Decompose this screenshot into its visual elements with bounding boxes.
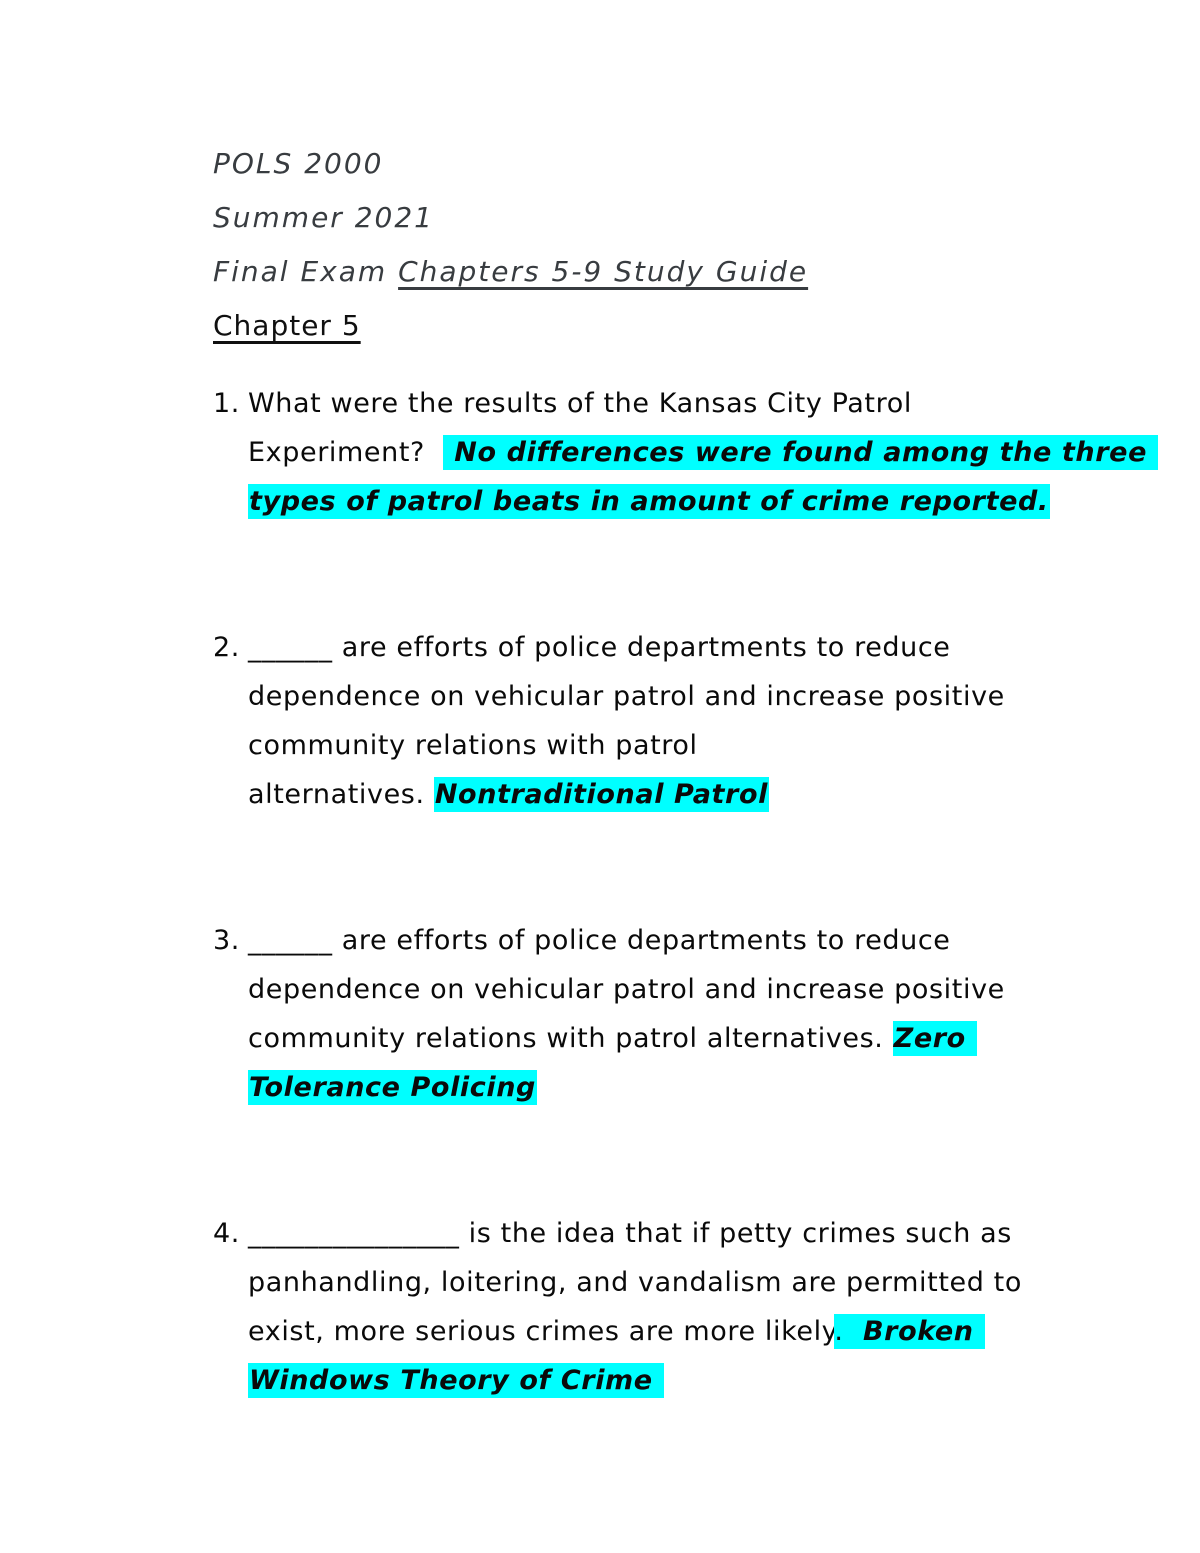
text-line [248, 1356, 1163, 1405]
term-title: Summer 2021 [213, 201, 434, 234]
questions-list [213, 379, 1163, 1405]
exam-title-study-guide: Chapters 5-9 Study Guide [398, 255, 809, 288]
question-text-segment: dependence on vehicular patrol and increase positive [248, 681, 1005, 712]
answer-highlight-segment: Nontraditional Patrol [434, 779, 768, 810]
text-line [248, 428, 1163, 477]
question-item [213, 1209, 1163, 1405]
question-item [213, 623, 1163, 819]
text-line [248, 1307, 1163, 1356]
question-text-segment: panhandling, loitering, and vandalism are permitted to [248, 1267, 1022, 1298]
answer-highlight-segment: types of patrol beats in amount of crime reported. [249, 486, 1049, 517]
chapter-heading: Chapter 5 [213, 309, 361, 342]
question-text-segment: What were the results of the Kansas City Patrol [248, 388, 912, 419]
text-line [248, 965, 1163, 1014]
question-text-segment: exist, more serious crimes are more likely [248, 1316, 835, 1347]
text-line [248, 672, 1163, 721]
exam-title-prefix: Final Exam [213, 255, 399, 288]
question-text-segment: alternatives. [248, 779, 434, 810]
question-text-segment: _______________ is the idea that if petty crimes such as [248, 1218, 1012, 1249]
question-text-segment: ______ are efforts of police departments to reduce [248, 632, 951, 663]
text-line [248, 379, 1163, 428]
question-text-segment: ______ are efforts of police departments to reduce [248, 925, 951, 956]
question-text-segment: community relations with patrol [248, 730, 698, 761]
answer-highlight-segment: Windows Theory of Crime [249, 1365, 663, 1396]
text-line [248, 1063, 1163, 1112]
text-line [248, 770, 1163, 819]
question-number: 1. [213, 388, 240, 419]
answer-highlight-segment: No differences were found among the three [444, 437, 1157, 468]
question-text-segment: Experiment? [248, 437, 444, 468]
answer-highlight-segment: Tolerance Policing [249, 1072, 536, 1103]
answer-highlight-segment: . [834, 1316, 862, 1347]
document-content [213, 146, 1163, 1502]
text-line [248, 916, 1163, 965]
course-title: POLS 2000 [213, 147, 384, 180]
text-line [248, 1209, 1163, 1258]
text-line [248, 1258, 1163, 1307]
text-line [248, 623, 1163, 672]
question-number: 4. [213, 1218, 240, 1249]
answer-highlight-segment: Zero [893, 1023, 976, 1054]
question-number: 2. [213, 632, 240, 663]
question-text-segment: community relations with patrol alternatives. [248, 1023, 893, 1054]
text-line [248, 477, 1163, 526]
question-item [213, 916, 1163, 1112]
question-item [213, 379, 1163, 526]
question-number: 3. [213, 925, 240, 956]
text-line [248, 721, 1163, 770]
question-text-segment: dependence on vehicular patrol and increase positive [248, 974, 1005, 1005]
answer-highlight-segment: Broken [862, 1316, 984, 1347]
text-line [248, 1014, 1163, 1063]
exam-title [213, 254, 1163, 289]
